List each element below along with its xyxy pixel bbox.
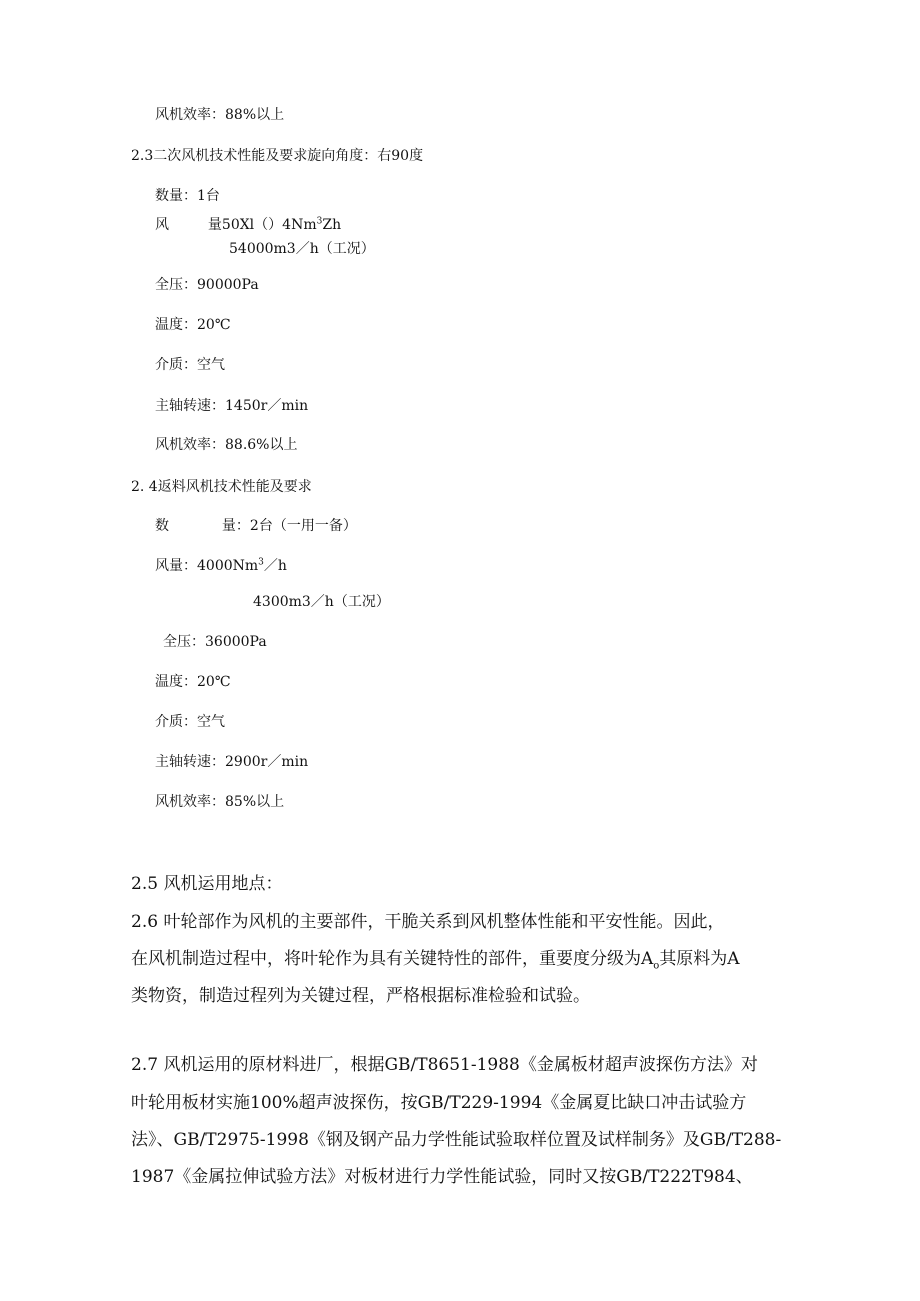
medium-2-4: 介质：空气 bbox=[155, 714, 225, 730]
airflow-label: 风 bbox=[155, 217, 169, 233]
quantity-label: 数 bbox=[155, 518, 169, 534]
fan-efficiency-2-2: 风机效率：88%以上 bbox=[155, 107, 285, 123]
airflow-2-3 bbox=[155, 216, 341, 234]
airflow-2-4: 风量：4000Nm$^3$／h bbox=[155, 557, 287, 574]
temperature-2-3: 温度：20℃ bbox=[155, 317, 231, 333]
spindle-speed-2-4: 主轴转速：2900r／min bbox=[155, 754, 309, 770]
quantity-2-4 bbox=[155, 517, 357, 535]
airflow-working-2-3: 54000m3／h（工况） bbox=[229, 241, 375, 257]
airflow-value: 量50Xl（）4Nm$^3$Zh bbox=[207, 216, 342, 233]
section-2-6-line-1: 2.6 叶轮部作为风机的主要部件，干脆关系到风机整体性能和平安性能。因此， bbox=[131, 912, 725, 932]
pressure-2-3: 全压：90000Pa bbox=[155, 277, 259, 293]
section-2-6-line-3: 类物资，制造过程列为关键过程，严格根据标准检验和试验。 bbox=[131, 986, 590, 1006]
spindle-speed-2-3: 主轴转速：1450r／min bbox=[155, 398, 309, 414]
medium-2-3: 介质：空气 bbox=[155, 357, 225, 373]
section-2-7-line-1: 2.7 风机运用的原材料进厂，根据GB/T8651-1988《金属板材超声波探伤方法》对 bbox=[131, 1055, 758, 1075]
fan-efficiency-2-3: 风机效率：88.6%以上 bbox=[155, 437, 298, 453]
quantity-2-3: 数量：1台 bbox=[155, 188, 220, 204]
quantity-value: 量：2台（一用一备） bbox=[221, 518, 357, 534]
airflow-working-2-4: 4300m3／h（工况） bbox=[253, 594, 390, 610]
temperature-2-4: 温度：20℃ bbox=[155, 674, 231, 690]
section-2-5: 2.5 风机运用地点： bbox=[131, 874, 283, 894]
section-2-7-line-3: 法》、GB/T2975-1998《钢及钢产品力学性能试验取样位置及试样制务》及GB/T288- bbox=[131, 1130, 782, 1150]
section-2-6-line-2: 在风机制造过程中，将叶轮作为具有关键特性的部件，重要度分级为$A_o$其原料为A bbox=[131, 949, 740, 972]
section-2-3-heading: 2.3二次风机技术性能及要求旋向角度：右90度 bbox=[131, 148, 424, 164]
fan-efficiency-2-4: 风机效率：85%以上 bbox=[155, 794, 285, 810]
section-2-4-heading: 2. 4返料风机技术性能及要求 bbox=[131, 479, 312, 495]
section-2-7-line-4: 1987《金属拉伸试验方法》对板材进行力学性能试验，同时又按GB/T222T984、 bbox=[131, 1167, 753, 1187]
section-2-7-line-2: 叶轮用板材实施100%超声波探伤，按GB/T229-1994《金属夏比缺口冲击试验方 bbox=[131, 1093, 747, 1113]
pressure-2-4: 全压：36000Pa bbox=[163, 634, 267, 650]
